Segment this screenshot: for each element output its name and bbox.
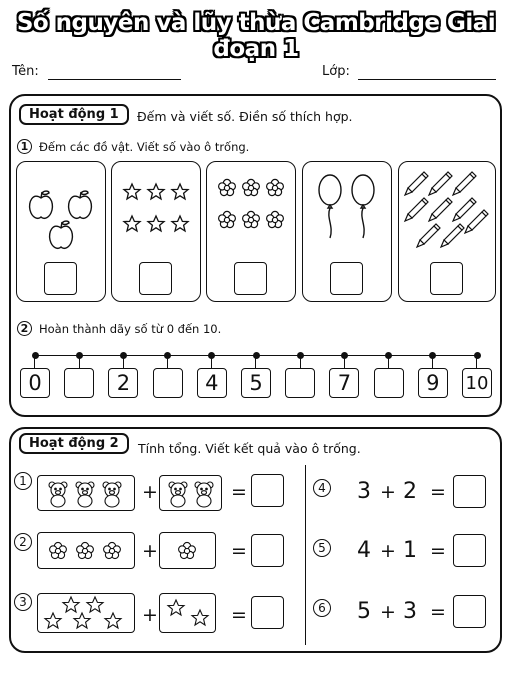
- sum5-answer-box[interactable]: [453, 534, 486, 567]
- sum6-equals: =: [430, 601, 446, 623]
- sum1-plus: +: [142, 481, 158, 503]
- number-line-tick: [388, 357, 389, 368]
- sum6-op: +: [380, 601, 396, 623]
- sum4-equals: =: [430, 481, 446, 503]
- sum4-a: 3: [357, 479, 371, 504]
- sum5-a: 4: [357, 538, 371, 563]
- sum1-marker: 1: [14, 472, 32, 490]
- pencil-icon: [399, 168, 495, 260]
- sum6-a: 5: [357, 599, 371, 624]
- flower-icon: [207, 174, 295, 264]
- activity1-tag: Hoạt động 1: [19, 104, 129, 125]
- sum5-equals: =: [430, 540, 446, 562]
- activity1-instruction: Đếm và viết số. Điền số thích hợp.: [137, 109, 353, 124]
- count-card-pencils: [398, 161, 496, 302]
- part2-instruction: Hoàn thành dãy số từ 0 đến 10.: [39, 322, 222, 336]
- class-label: Lớp:: [322, 64, 350, 79]
- sum1-equals: =: [231, 481, 247, 503]
- sum6-answer-box[interactable]: [453, 595, 486, 628]
- sum3-right-picture: [159, 593, 216, 633]
- sum4-b: 2: [403, 479, 417, 504]
- number-line-tick: [211, 357, 212, 368]
- number-line-tick: [476, 357, 477, 368]
- number-line-tick: [255, 357, 256, 368]
- number-box: 7: [329, 368, 359, 398]
- number-box[interactable]: [153, 368, 183, 398]
- star-icon: [38, 594, 134, 632]
- number-line-tick: [34, 357, 35, 368]
- sum1-left-picture: [37, 475, 135, 511]
- teddy-bear-icon: [38, 476, 134, 510]
- answer-box[interactable]: [234, 262, 267, 295]
- number-line-tick: [344, 357, 345, 368]
- number-line-tick: [79, 357, 80, 368]
- number-box[interactable]: [285, 368, 315, 398]
- number-line-tick: [300, 357, 301, 368]
- number-box: 9: [418, 368, 448, 398]
- apple-icon: [17, 174, 105, 264]
- sum2-answer-box[interactable]: [251, 534, 284, 567]
- number-line-tick: [167, 357, 168, 368]
- sum3-left-picture: [37, 593, 135, 633]
- sum5-op: +: [380, 540, 396, 562]
- page-title: Số nguyên và lũy thừa Cambridge Giai đoạn 1: [16, 10, 496, 62]
- number-line-tick: [123, 357, 124, 368]
- answer-box[interactable]: [44, 262, 77, 295]
- number-box: 5: [241, 368, 271, 398]
- flower-icon: [160, 533, 215, 568]
- star-icon: [160, 594, 215, 632]
- sum4-op: +: [380, 481, 396, 503]
- number-box[interactable]: [64, 368, 94, 398]
- sum5-marker: 5: [313, 539, 331, 557]
- sum2-right-picture: [159, 532, 216, 569]
- number-box[interactable]: [374, 368, 404, 398]
- number-box: 0: [20, 368, 50, 398]
- answer-box[interactable]: [139, 262, 172, 295]
- part2-marker: 2: [17, 321, 32, 336]
- sum6-marker: 6: [313, 599, 331, 617]
- sum3-answer-box[interactable]: [251, 596, 284, 629]
- sum2-plus: +: [142, 540, 158, 562]
- sum3-marker: 3: [14, 593, 32, 611]
- answer-box[interactable]: [330, 262, 363, 295]
- flower-icon: [38, 533, 134, 568]
- sum2-marker: 2: [14, 533, 32, 551]
- sum4-marker: 4: [313, 479, 331, 497]
- class-field[interactable]: [358, 79, 496, 80]
- answer-box[interactable]: [430, 262, 463, 295]
- number-line-tick: [432, 357, 433, 368]
- column-divider: [305, 465, 306, 645]
- name-field[interactable]: [48, 79, 181, 80]
- sum6-b: 3: [403, 599, 417, 624]
- count-card-stars: [111, 161, 201, 302]
- count-card-flowers: [206, 161, 296, 302]
- sum2-left-picture: [37, 532, 135, 569]
- sum5-b: 1: [403, 538, 417, 563]
- activity2-tag: Hoạt động 2: [19, 433, 129, 454]
- part1-marker: 1: [17, 139, 32, 154]
- teddy-bear-icon: [160, 476, 221, 510]
- sum4-answer-box[interactable]: [453, 475, 486, 508]
- sum1-right-picture: [159, 475, 222, 511]
- number-box: 10: [462, 368, 492, 398]
- sum2-equals: =: [231, 540, 247, 562]
- count-card-apples: [16, 161, 106, 302]
- name-label: Tên:: [12, 64, 39, 79]
- balloon-icon: [303, 168, 391, 258]
- star-icon: [112, 174, 200, 264]
- activity2-instruction: Tính tổng. Viết kết quả vào ô trống.: [138, 441, 361, 456]
- sum3-plus: +: [142, 604, 158, 626]
- sum1-answer-box[interactable]: [251, 474, 284, 507]
- count-card-balloons: [302, 161, 392, 302]
- number-box: 4: [197, 368, 227, 398]
- sum3-equals: =: [231, 604, 247, 626]
- part1-instruction: Đếm các đồ vật. Viết số vào ô trống.: [39, 140, 250, 154]
- number-box: 2: [108, 368, 138, 398]
